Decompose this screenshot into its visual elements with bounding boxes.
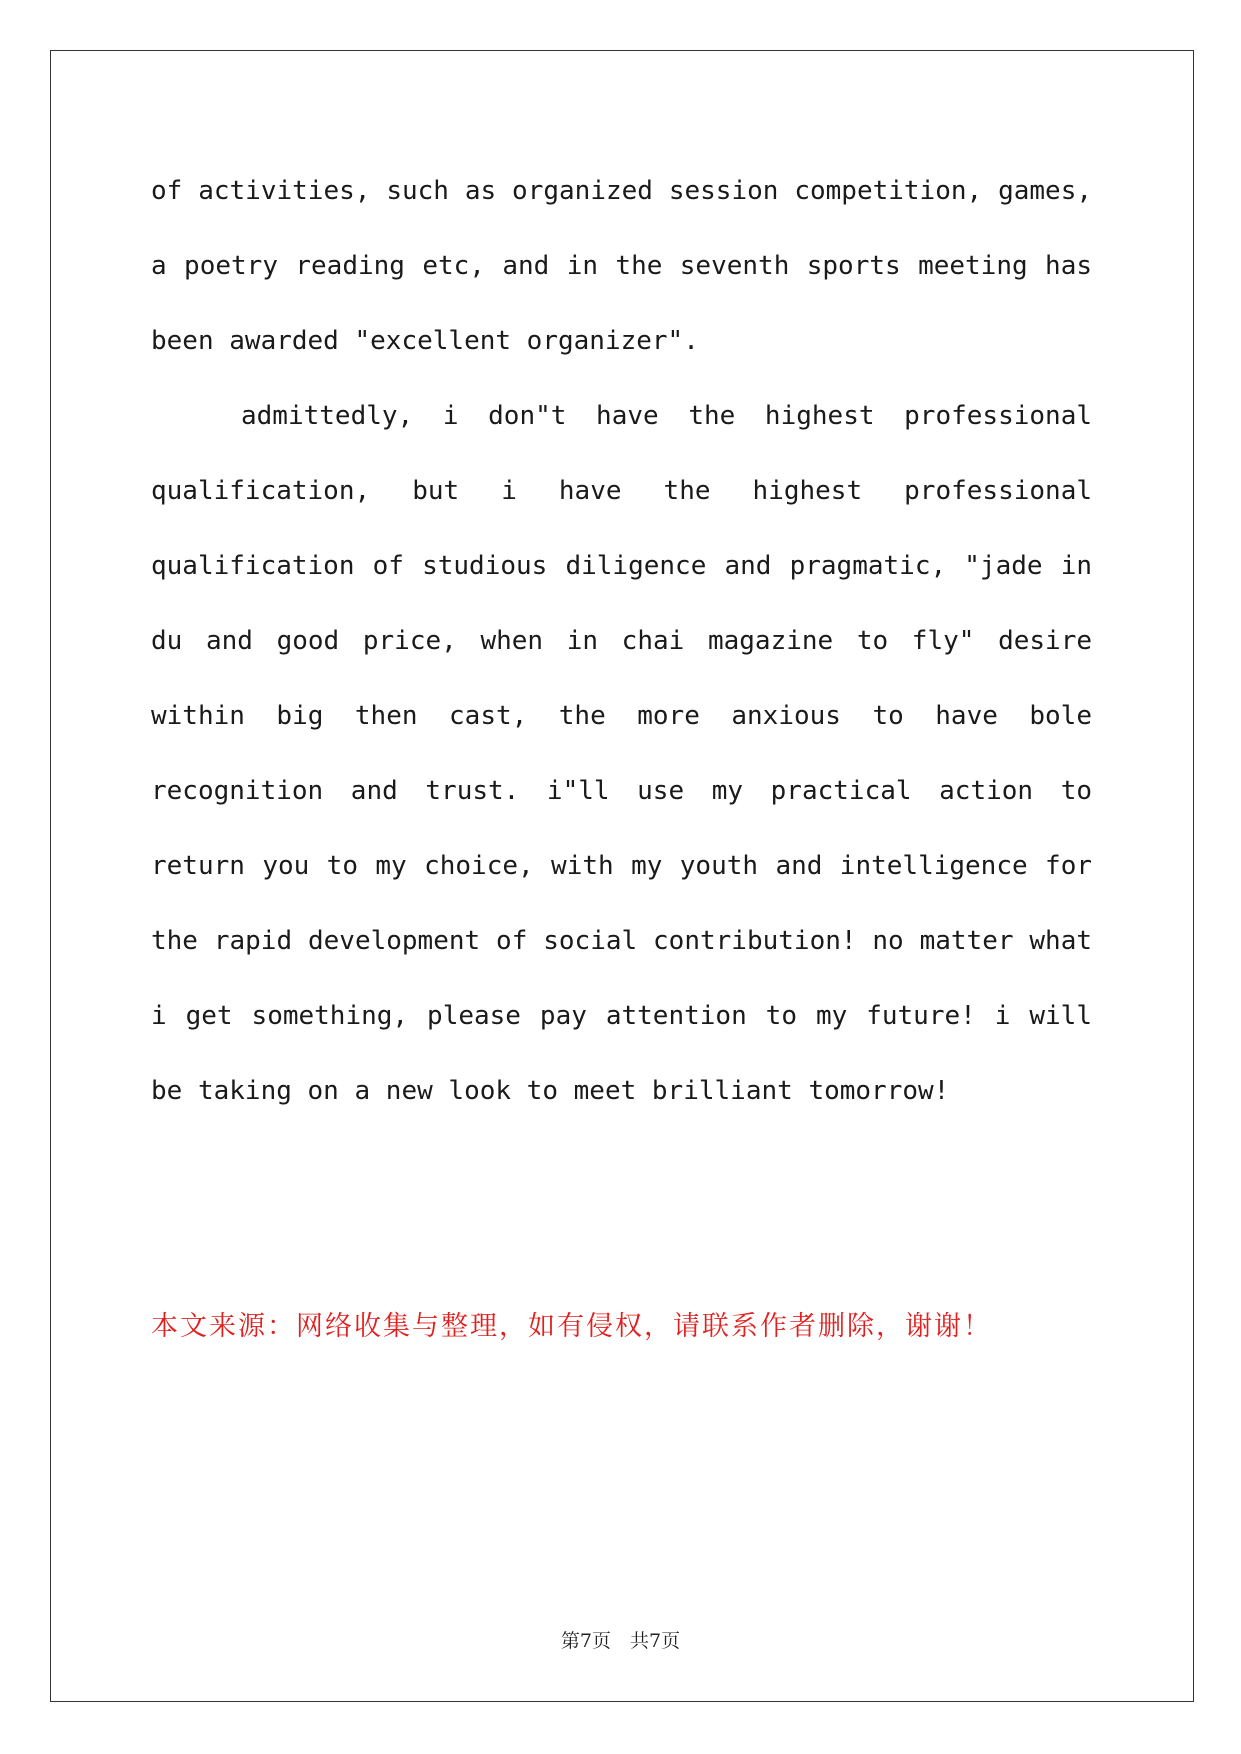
paragraph-line: du and good price, when in chai magazine to fly" desire: [151, 626, 1092, 656]
paragraph-line: within big then cast, the more anxious to have bole: [151, 701, 1092, 731]
paragraph-line: i get something, please pay attention to my future! i will: [151, 1001, 1092, 1031]
paragraph-line: the rapid development of social contribution! no matter what: [151, 926, 1092, 956]
paragraph-line: recognition and trust. i"ll use my practical action to: [151, 776, 1092, 806]
paragraph-line: return you to my choice, with my youth and intelligence for: [151, 851, 1092, 881]
paragraph-line: admittedly, i don"t have the highest professional: [241, 401, 1092, 431]
paragraph-line: a poetry reading etc, and in the seventh sports meeting has: [151, 251, 1092, 281]
paragraph-line: qualification of studious diligence and pragmatic, "jade in: [151, 551, 1092, 581]
paragraph-line: be taking on a new look to meet brilliant tomorrow!: [151, 1076, 950, 1106]
source-notice: 本文来源：网络收集与整理，如有侵权，请联系作者删除，谢谢！: [151, 1311, 992, 1342]
paragraph-line: been awarded "excellent organizer".: [151, 326, 699, 356]
paragraph-line: qualification, but i have the highest professional: [151, 476, 1092, 506]
paragraph-line: of activities, such as organized session competition, games,: [151, 176, 1092, 206]
page-footer: 第7页 共7页: [560, 1630, 681, 1652]
